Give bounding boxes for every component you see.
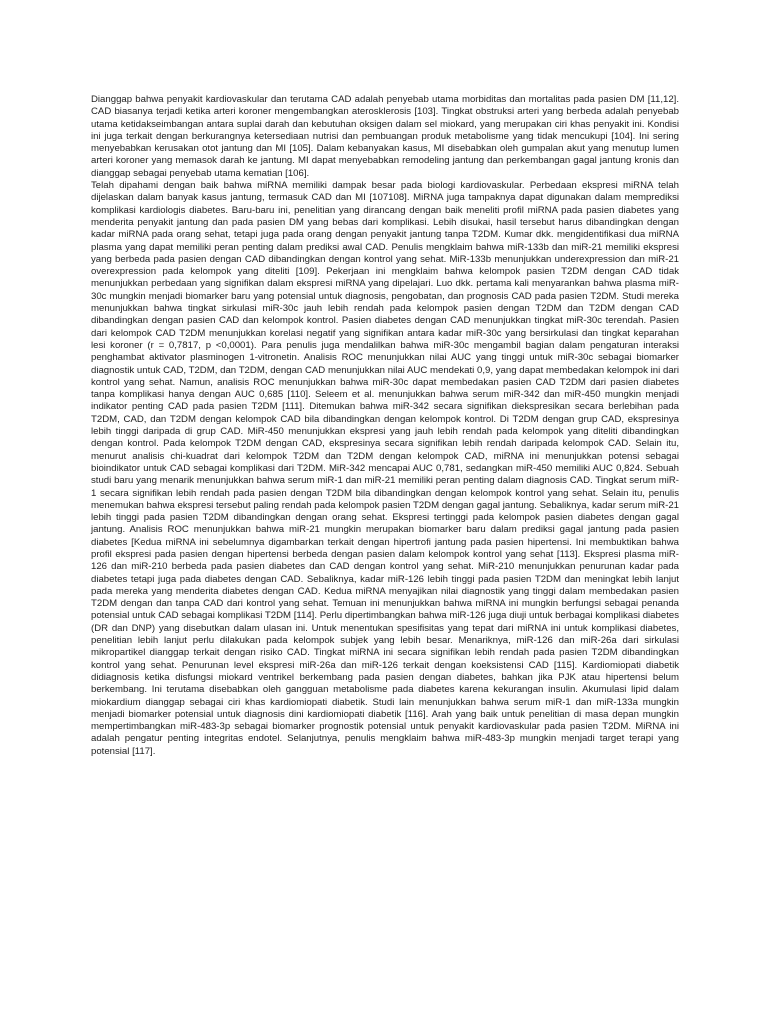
document-page	[91, 94, 679, 758]
paragraph-mirna: Telah dipahami dengan baik bahwa miRNA memiliki dampak besar pada biologi kardiovaskular. Perbedaan ekspresi miRNA telah dijelaskan dalam banyak kasus jantung, termasuk CAD dan MI [107108]. MiRNA juga tampaknya dapat digunakan dalam memprediksi komplikasi kardiologis diabetes. Baru-baru ini, penelitian yang dirancang dengan baik meneliti profil miRNA pada pasien diabetes yang menderita penyakit jantung dan pada pasien DM yang bebas dari komplikasi. Lebih disukai, hasil tersebut harus dibandingkan dengan kadar miRNA pada orang sehat, tetapi juga pada orang dengan penyakit jantung tanpa T2DM. Kumar dkk. mengidentifikasi dua miRNA plasma yang dapat memiliki peran penting dalam prediksi awal CAD. Penulis mengklaim bahwa miR-133b dan miR-21 memiliki ekspresi yang berbeda pada pasien dengan CAD dibandingkan dengan kontrol yang sehat. MiR-133b menunjukkan underexpression dan miR-21 overexpression pada kelompok yang diteliti [109]. Pekerjaan ini mengklaim bahwa kelompok pasien T2DM dengan CAD tidak menunjukkan perbedaan yang signifikan dalam ekspresi miRNA yang dipelajari. Luo dkk. pertama kali menyarankan bahwa plasma miR-30c mungkin menjadi biomarker baru yang potensial untuk diagnosis, pengobatan, dan prognosis CAD pada pasien T2DM. Studi mereka menunjukkan bahwa tingkat sirkulasi miR-30c jauh lebih rendah pada kelompok pasien dengan T2DM dan T2DM dengan CAD dibandingkan dengan pasien CAD dan kelompok kontrol. Pasien diabetes dengan CAD menunjukkan tingkat miR-30c terendah. Pasien dari kelompok CAD T2DM menunjukkan korelasi negatif yang signifikan antara kadar miR-30c yang bersirkulasi dan tingkat keparahan lesi koroner (r = 0,7817, p <0,0001). Para penulis juga mendalilkan bahwa miR-30c mengambil bagian dalam pengaturan interaksi penghambat aktivator plasminogen 1-vitronetin. Analisis ROC menunjukkan nilai AUC yang tinggi untuk miR-30c sebagai biomarker diagnostik untuk CAD, T2DM, dan T2DM, dengan CAD menunjukkan nilai AUC mendekati 0,9, yang dapat membedakan kelompok ini dari kontrol yang sehat. Namun, analisis ROC menunjukkan bahwa miR-30c dapat membedakan pasien CAD T2DM dari pasien diabetes tanpa komplikasi hanya dengan AUC 0,685 [110]. Seleem et al. menunjukkan bahwa serum miR-342 dan miR-450 mungkin menjadi indikator penting CAD pada pasien T2DM [111]. Ditemukan bahwa miR-342 secara signifikan diekspresikan secara berlebihan pada T2DM, CAD, dan T2DM dengan kelompok CAD bila dibandingkan dengan kelompok kontrol. Di T2DM dengan grup CAD, ekspresinya lebih tinggi daripada di grup CAD. MiR-450 menunjukkan ekspresi yang jauh lebih rendah pada kelompok yang diteliti dibandingkan dengan kontrol. Pada kelompok T2DM dengan CAD, ekspresinya secara signifikan lebih rendah daripada kelompok CAD. Selain itu, menurut analisis chi-kuadrat dari kelompok T2DM dan T2DM dengan kelompok CAD, miRNA ini menunjukkan potensi sebagai bioindikator untuk CAD sebagai komplikasi dari T2DM. MiR-342 mencapai AUC 0,781, sedangkan miR-450 memiliki AUC 0,824. Sebuah studi baru yang menarik menunjukkan bahwa serum miR-1 dan miR-21 memiliki peran penting dalam diagnosis CAD. Tingkat serum miR-1 secara signifikan lebih rendah pada pasien dengan T2DM bila dibandingkan dengan kelompok kontrol yang sehat. Selain itu, penulis menemukan bahwa ekspresi tersebut paling rendah pada kelompok pasien T2DM dengan gagal jantung. Sebaliknya, kadar serum miR-21 lebih tinggi pada pasien T2DM dibandingkan dengan orang sehat. Ekspresi tertinggi pada kelompok pasien diabetes dengan gagal jantung. Analisis ROC menunjukkan bahwa miR-21 mungkin merupakan biomarker baru dalam prediksi gagal jantung pada pasien diabetes [Kedua miRNA ini sebelumnya digambarkan terkait dengan hipertrofi jantung pada pasien hipertensi. Ini membuktikan bahwa profil ekspresi pada pasien dengan hipertensi berbeda dengan pasien dalam kelompok kontrol yang sehat [113]. Ekspresi plasma miR-126 dan miR-210 berbeda pada pasien diabetes dan CAD dengan kontrol yang sehat. MiR-210 menunjukkan penurunan kadar pada diabetes tetapi juga pada diabetes dengan CAD. Sebaliknya, kadar miR-126 lebih tinggi pada pasien T2DM dan meningkat lebih lanjut pada mereka yang menderita diabetes dengan CAD. Kedua miRNA menyajikan nilai diagnostik yang tinggi dalam membedakan pasien T2DM dengan dan tanpa CAD dari kontrol yang sehat. Temuan ini menunjukkan bahwa miRNA ini mungkin berfungsi sebagai penanda potensial untuk CAD sebagai komplikasi T2DM [114]. Perlu dipertimbangkan bahwa miR-126 juga diuji untuk berbagai komplikasi diabetes (DR dan DNP) yang disebutkan dalam ulasan ini. Untuk menentukan spesifisitas yang tepat dari miRNA ini untuk komplikasi diabetes, penelitian lebih lanjut perlu dilakukan pada kelompok subjek yang lebih besar. Menariknya, miR-126 dan miR-26a dari sirkulasi mikropartikel dianggap terkait dengan risiko CAD. Tingkat miRNA ini secara signifikan lebih rendah pada pasien T2DM dibandingkan kontrol yang sehat. Penurunan level ekspresi miR-26a dan miR-126 terkait dengan koeksistensi CAD [115]. Kardiomiopati diabetik didiagnosis ketika disfungsi miokard ventrikel berkembang pada pasien dengan diabetes, bahkan jika PJK atau hipertensi belum berkembang. Ini terutama disebabkan oleh gangguan metabolisme pada diabetes karena kekurangan insulin. Akumulasi lipid dalam miokardium dianggap sebagai ciri khas kardiomiopati diabetik. Studi lain menunjukkan bahwa serum miR-1 dan miR-133a mungkin menjadi biomarker potensial untuk diagnosis dini kardiomiopati diabetik [116]. Arah yang baik untuk penelitian di masa depan mungkin mempertimbangkan miR-483-3p sebagai biomarker prognostik potensial untuk penyakit kardiovaskular pada pasien T2DM. MiRNA ini adalah pengatur penting integritas endotel. Selanjutnya, penulis mengklaim bahwa miR-483-3p mungkin menjadi target terapi yang potensial [117].	[91, 180, 679, 757]
paragraph-intro: Dianggap bahwa penyakit kardiovaskular dan terutama CAD adalah penyebab utama morbiditas dan mortalitas pada pasien DM [11,12]. CAD biasanya terjadi ketika arteri koroner mengembangkan aterosklerosis [103]. Tingkat obstruksi arteri yang berbeda adalah penyebab utama ketidakseimbangan antara suplai darah dan kebutuhan oksigen dalam sel miokard, yang merupakan ciri khas penyakit ini. Kondisi ini juga terkait dengan berkurangnya ketersediaan nutrisi dan pembuangan produk metabolisme yang tidak mencukupi [104]. Ini sering menyebabkan kerusakan otot jantung dan MI [105]. Dalam kebanyakan kasus, MI disebabkan oleh gumpalan akut yang menutup lumen arteri koroner yang memasok darah ke jantung. MI dapat menyebabkan remodeling jantung dan perkembangan gagal jantung kronis dan dianggap sebagai penyebab utama kematian [106].	[91, 94, 679, 179]
